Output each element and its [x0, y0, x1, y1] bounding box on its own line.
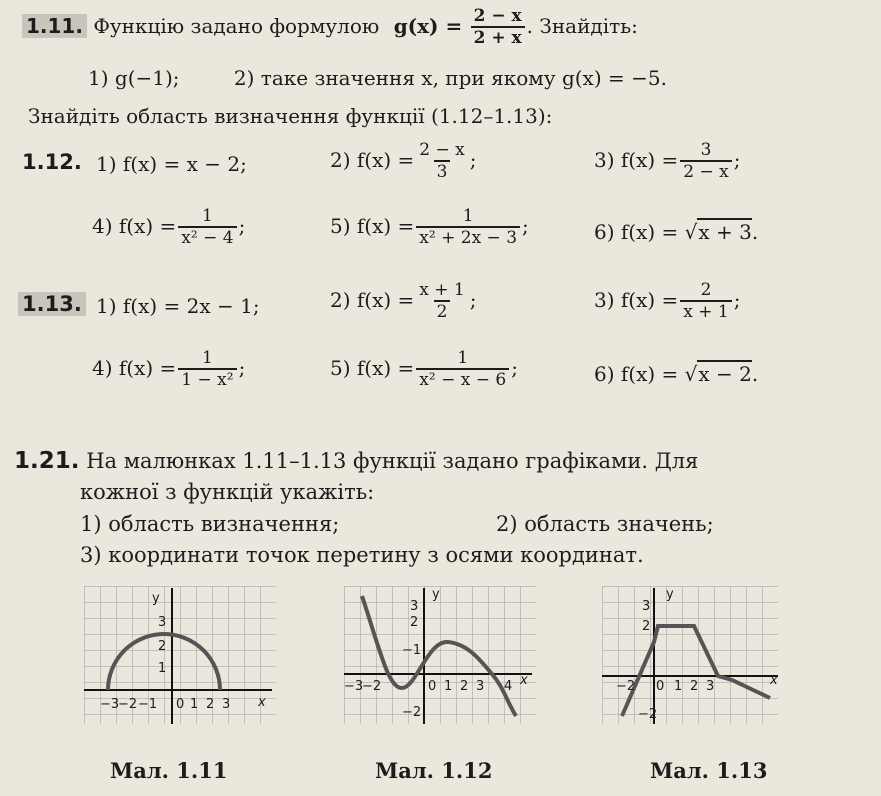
item-1: 1) f(x) = x − 2; [96, 152, 247, 176]
y-tick-label: 3 [642, 599, 651, 614]
item-4: 4) f(x) = $\frac{1}{\text{x² − 4}}$ ; [92, 206, 246, 249]
y-tick-label: 3 [410, 599, 419, 614]
x-tick-label: 1 [674, 679, 683, 694]
y-tick-label: 3 [158, 615, 167, 630]
y-tick-label: −1 [402, 643, 422, 658]
x-tick-label: 1 [444, 679, 453, 694]
x-tick-label: 3 [706, 679, 715, 694]
x-tick-label: −3 [344, 679, 364, 694]
y-tick-label: −2 [638, 707, 658, 722]
item-2: 2) таке значення x, при якому g(x) = −5. [233, 66, 667, 90]
y-tick-label: 2 [410, 615, 419, 630]
x-axis-label: x [520, 673, 528, 688]
fraction: $\frac{2 - x}{2 + x}$ [471, 6, 525, 49]
item-2: 2) область значень; [496, 512, 714, 536]
x-tick-label: −3 [100, 697, 120, 712]
figure-1-13-graph [598, 580, 798, 730]
x-tick-label: −2 [118, 697, 138, 712]
problem-1-21 [14, 448, 698, 474]
problem-1-11-items [88, 66, 667, 90]
x-tick-label: −2 [362, 679, 382, 694]
x-tick-label: 3 [222, 697, 231, 712]
figure-1-11-graph [80, 580, 280, 730]
x-tick-label: 2 [206, 697, 215, 712]
y-axis-label: y [432, 587, 440, 602]
item-5: 5) f(x) = $\frac{1}{\text{x² + 2x − 3}}$ ; [330, 206, 529, 249]
problem-number: 1.11. [22, 14, 87, 38]
x-tick-label: 1 [190, 697, 199, 712]
formula-lhs: g(x) = [393, 13, 463, 38]
figure-caption: Мал. 1.13 [650, 758, 768, 783]
problem-number: 1.21. [14, 448, 80, 474]
x-tick-label: 0 [428, 679, 437, 694]
x-axis-label: x [258, 695, 266, 710]
y-tick-label: 2 [158, 639, 167, 654]
problem-number: 1.12. [22, 150, 82, 174]
problem-line-1: На малюнках 1.11–1.13 функції задано графіками. Для [86, 449, 699, 473]
figure-caption: Мал. 1.11 [110, 758, 228, 783]
y-tick-label: −2 [402, 705, 422, 720]
item-2: 2) f(x) = $\frac{2 - x}{3}$ ; [330, 140, 477, 183]
item-5: 5) f(x) = $\frac{1}{\text{x² − x − 6}}$ ; [330, 348, 518, 391]
figure-caption: Мал. 1.12 [375, 758, 493, 783]
problem-1-11 [22, 6, 638, 49]
problem-text-end: . Знайдіть: [526, 13, 638, 38]
x-tick-label: 2 [690, 679, 699, 694]
item-2: 2) f(x) = $\frac{x + 1}{2}$ ; [330, 280, 477, 323]
item-3: 3) f(x) = $\frac{3}{2 - x}$ ; [594, 140, 741, 183]
item-1: 1) g(−1); [88, 66, 180, 90]
y-axis-label: y [666, 587, 674, 602]
x-tick-label: 0 [656, 679, 665, 694]
x-axis-label: x [770, 673, 778, 688]
problem-text: Функцію задано формулою [93, 13, 380, 38]
x-tick-label: 0 [176, 697, 185, 712]
x-tick-label: 4 [504, 679, 513, 694]
section-heading: Знайдіть область визначення функції (1.12–1.13): [28, 104, 553, 128]
x-tick-label: 3 [476, 679, 485, 694]
item-3: 3) координати точок перетину з осями координат. [80, 543, 644, 567]
problem-line-2: кожної з функцій укажіть: [80, 480, 375, 504]
x-tick-label: 2 [460, 679, 469, 694]
y-tick-label: 1 [158, 661, 167, 676]
x-tick-label: −1 [138, 697, 158, 712]
item-1: 1) область визначення; [80, 512, 340, 536]
problem-number: 1.13. [18, 292, 86, 316]
y-tick-label: 2 [642, 619, 651, 634]
item-1: 1) f(x) = 2x − 1; [96, 294, 260, 318]
item-6: 6) f(x) = √x − 2. [594, 362, 759, 386]
item-3: 3) f(x) = $\frac{2}{x + 1}$ ; [594, 280, 741, 323]
item-6: 6) f(x) = √x + 3. [594, 220, 759, 244]
item-4: 4) f(x) = $\frac{1}{\text{1 − x²}}$ ; [92, 348, 246, 391]
x-tick-label: −2 [616, 679, 636, 694]
figure-1-12-graph [340, 580, 540, 730]
y-axis-label: y [152, 591, 160, 606]
